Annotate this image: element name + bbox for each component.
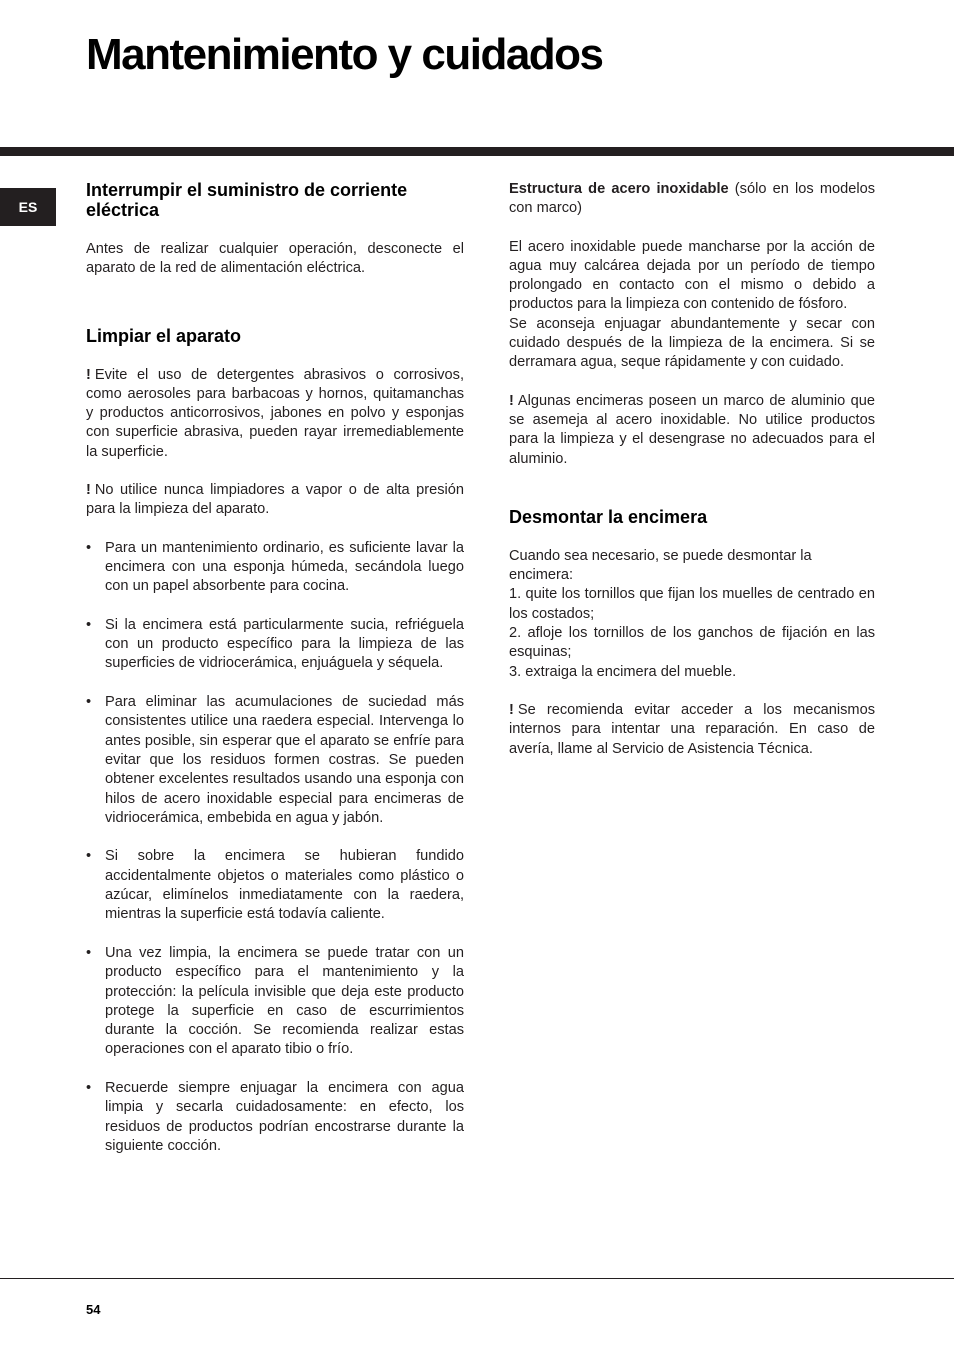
bullet-icon: • bbox=[86, 539, 92, 556]
right-column bbox=[509, 180, 875, 759]
warning-icon: ! bbox=[509, 701, 514, 718]
warning-icon: ! bbox=[86, 482, 91, 499]
bullet-icon: • bbox=[86, 1079, 92, 1096]
list-item: • Una vez limpia, la encimera se puede tratar con un producto específico para el mantenimiento y la protección: la película invisible que deja este producto protege la superficie en caso de escurrimientos durante la cocción. Se recomienda realizar estas operaciones con el aparato tibio o frío. bbox=[86, 944, 464, 1058]
page-number: 54 bbox=[86, 1302, 101, 1317]
list-item: • Si la encimera está particularmente sucia, refriéguela con un producto específico para la limpieza de las superficies de vidriocerámica, enjuáguela y séquela. bbox=[86, 616, 464, 672]
section-heading-power: Interrumpir el suministro de corriente eléctrica bbox=[86, 180, 408, 220]
dismount-step-3: 3. extraiga la encimera del mueble. bbox=[509, 663, 737, 680]
cleaning-warning-2: ! No utilice nunca limpiadores a vapor o de alta presión para la limpieza del aparato. bbox=[86, 482, 464, 518]
stainless-steel-paragraph-1: El acero inoxidable puede mancharse por la acción de agua muy calcárea dejada por un período de tiempo prolongado en contacto con el mismo o debido a productos para la limpieza con contenido de fósforo. bbox=[509, 238, 875, 313]
dismount-step-1: 1. quite los tornillos que fijan los muelles de centrado en los costados; bbox=[509, 586, 875, 622]
cleaning-bullet-list bbox=[86, 539, 464, 1157]
top-divider bbox=[0, 147, 954, 156]
dismount-step-2: 2. afloje los tornillos de los ganchos de fijación en las esquinas; bbox=[509, 625, 875, 661]
section-heading-cleaning: Limpiar el aparato bbox=[86, 325, 242, 346]
list-item: • Si sobre la encimera se hubieran fundido accidentalmente objetos o materiales como plástico o azúcar, elimínelos inmediatamente con la raedera, mientras la superficie está todavía caliente. bbox=[86, 848, 464, 923]
power-paragraph: Antes de realizar cualquier operación, desconecte el aparato de la red de alimentación eléctrica. bbox=[86, 241, 464, 277]
stainless-steel-heading: Estructura de acero inoxidable bbox=[509, 181, 729, 197]
list-item: • Recuerde siempre enjuagar la encimera con agua limpia y secarla cuidadosamente: en efecto, los residuos de productos podrían encostrarse durante la siguiente cocción. bbox=[86, 1079, 464, 1154]
bullet-icon: • bbox=[86, 694, 92, 711]
warning-icon: ! bbox=[509, 392, 514, 409]
aluminium-warning: ! Algunas encimeras poseen un marco de aluminio que se asemeja al acero inoxidable. No utilice productos para la limpieza y el desengrase no adecuados para el aluminio. bbox=[509, 392, 875, 467]
bullet-icon: • bbox=[86, 944, 92, 961]
page-title: Mantenimiento y cuidados bbox=[86, 30, 603, 79]
stainless-steel-lead: Estructura de acero inoxidable (sólo en los modelos con marco) bbox=[509, 181, 875, 217]
language-tab: ES bbox=[0, 188, 56, 226]
bullet-icon: • bbox=[86, 616, 92, 633]
list-item: • Para un mantenimiento ordinario, es suficiente lavar la encimera con una esponja húmeda, secándola luego con un papel absorbente para cocina. bbox=[86, 539, 464, 595]
list-item: • Para eliminar las acumulaciones de suciedad más consistentes utilice una raedera especial. Intervenga lo antes posible, sin esperar que el aparato se enfríe para evitar que los residuos formen costras. Se pueden obtener excelentes resultados usando una esponja con hilos de acero inoxidable especial para encimeras de vidriocerámica, embebida en agua y jabón. bbox=[86, 694, 464, 826]
repair-warning: ! Se recomienda evitar acceder a los mecanismos internos para intentar una reparación. En caso de avería, llame al Servicio de Asistencia Técnica. bbox=[509, 701, 875, 757]
bottom-divider bbox=[0, 1278, 954, 1279]
dismount-intro: Cuando sea necesario, se puede desmontar la encimera: bbox=[509, 547, 812, 584]
section-heading-dismount: Desmontar la encimera bbox=[509, 506, 708, 527]
stainless-steel-paragraph-2: Se aconseja enjuagar abundantemente y secar con cuidado después de la limpieza de la encimera. Si se derramara agua, seque rápidamente y con cuidado. bbox=[509, 315, 875, 371]
left-column bbox=[86, 180, 464, 1156]
warning-icon: ! bbox=[86, 366, 91, 383]
cleaning-warning-1: ! Evite el uso de detergentes abrasivos o corrosivos, como aerosoles para barbacoas y hornos, quitamanchas y productos anticorrosivos, jabones en polvo y esponjas con superficie abrasiva, pueden rayar irremediablemente la superficie. bbox=[86, 366, 464, 460]
bullet-icon: • bbox=[86, 848, 92, 865]
